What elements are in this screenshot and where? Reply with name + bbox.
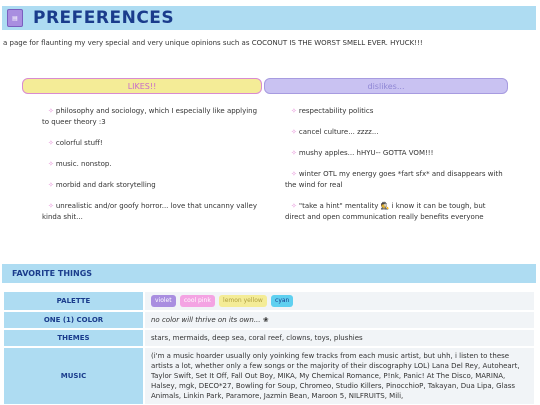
sparkle-icon: ✧ <box>48 202 54 210</box>
list-item: ✧ "take a hint" mentality 🕵 i know it can be tough, but direct and open communication really benefits everyone <box>285 202 486 221</box>
sparkle-icon: ✧ <box>291 202 297 210</box>
table-row <box>3 311 535 329</box>
table-row <box>3 347 535 405</box>
music-value: (i'm a music hoarder usually only yoinking few tracks from each music artist, but uhh, i listen to these artists a lot, whether only a few songs or the majority of their discography LOL) Lana Del Rey, Autoheart, Taylor Swift, Set It Off, Fall Out Boy, MIKA, My Chemical Romance, P!nk, Panic! At The Disco, MARINA, Halsey, mgk, DECO*27, Bowling for Soup, Chromeo, Studio Killers, PinocchioP, Takayan, Dua Lipa, Glass Animals, Linkin Park, Paramore, Jazmin Bean, Maroon 5, NILFRUITS, Mili, <box>144 347 535 405</box>
sparkle-icon: ✧ <box>48 139 54 147</box>
favorites-header: FAVORITE THINGS <box>2 264 536 283</box>
likes-header: LIKES!! <box>22 78 262 94</box>
list-item: ✧ winter OTL my energy goes *fart sfx* and disappears with the wind for real <box>285 170 503 189</box>
list-item: ✧ colorful stuff! <box>48 139 103 147</box>
palette-chip: cool pink <box>180 295 215 307</box>
sparkle-icon: ✧ <box>291 128 297 136</box>
notebook-icon: ▤ <box>7 9 23 27</box>
palette-chip: cyan <box>271 295 293 307</box>
palette-chips <box>144 291 535 311</box>
list-item: ✧ cancel culture... zzzz... <box>291 128 379 136</box>
themes-value: stars, mermaids, deep sea, coral reef, clowns, toys, plushies <box>144 329 535 347</box>
intro-text: a page for flaunting my very special and very unique opinions such as COCONUT IS THE WORST SMELL EVER. HYUCK!!! <box>3 39 423 47</box>
palette-label: PALETTE <box>3 291 144 311</box>
list-item: ✧ mushy apples... hHYU-- GOTTA VOM!!! <box>291 149 434 157</box>
list-item: ✧ morbid and dark storytelling <box>48 181 156 189</box>
sparkle-icon: ✧ <box>48 181 54 189</box>
page-title: PREFERENCES <box>33 8 175 28</box>
sparkle-icon: ✧ <box>291 170 297 178</box>
likes-list <box>42 106 264 233</box>
dislikes-header: dislikes... <box>264 78 508 94</box>
music-label: MUSIC <box>3 347 144 405</box>
favorites-table <box>2 290 536 405</box>
color-value: no color will thrive on its own... ❀ <box>144 311 535 329</box>
list-item: ✧ music. nonstop. <box>48 160 112 168</box>
table-row <box>3 291 535 311</box>
dislikes-list <box>285 106 507 233</box>
sparkle-icon: ✧ <box>48 160 54 168</box>
sparkle-icon: ✧ <box>291 107 297 115</box>
list-item: ✧ unrealistic and/or goofy horror... love that uncanny valley kinda shit... <box>42 202 257 221</box>
list-item: ✧ respectability politics <box>291 107 374 115</box>
sparkle-icon: ✧ <box>291 149 297 157</box>
palette-chip: lemon yellow <box>219 295 267 307</box>
list-item: ✧ philosophy and sociology, which I especially like applying to queer theory :3 <box>42 107 258 126</box>
color-label: ONE (1) COLOR <box>3 311 144 329</box>
sparkle-icon: ✧ <box>48 107 54 115</box>
palette-chip: violet <box>151 295 176 307</box>
themes-label: THEMES <box>3 329 144 347</box>
table-row <box>3 329 535 347</box>
page-header <box>2 6 536 30</box>
